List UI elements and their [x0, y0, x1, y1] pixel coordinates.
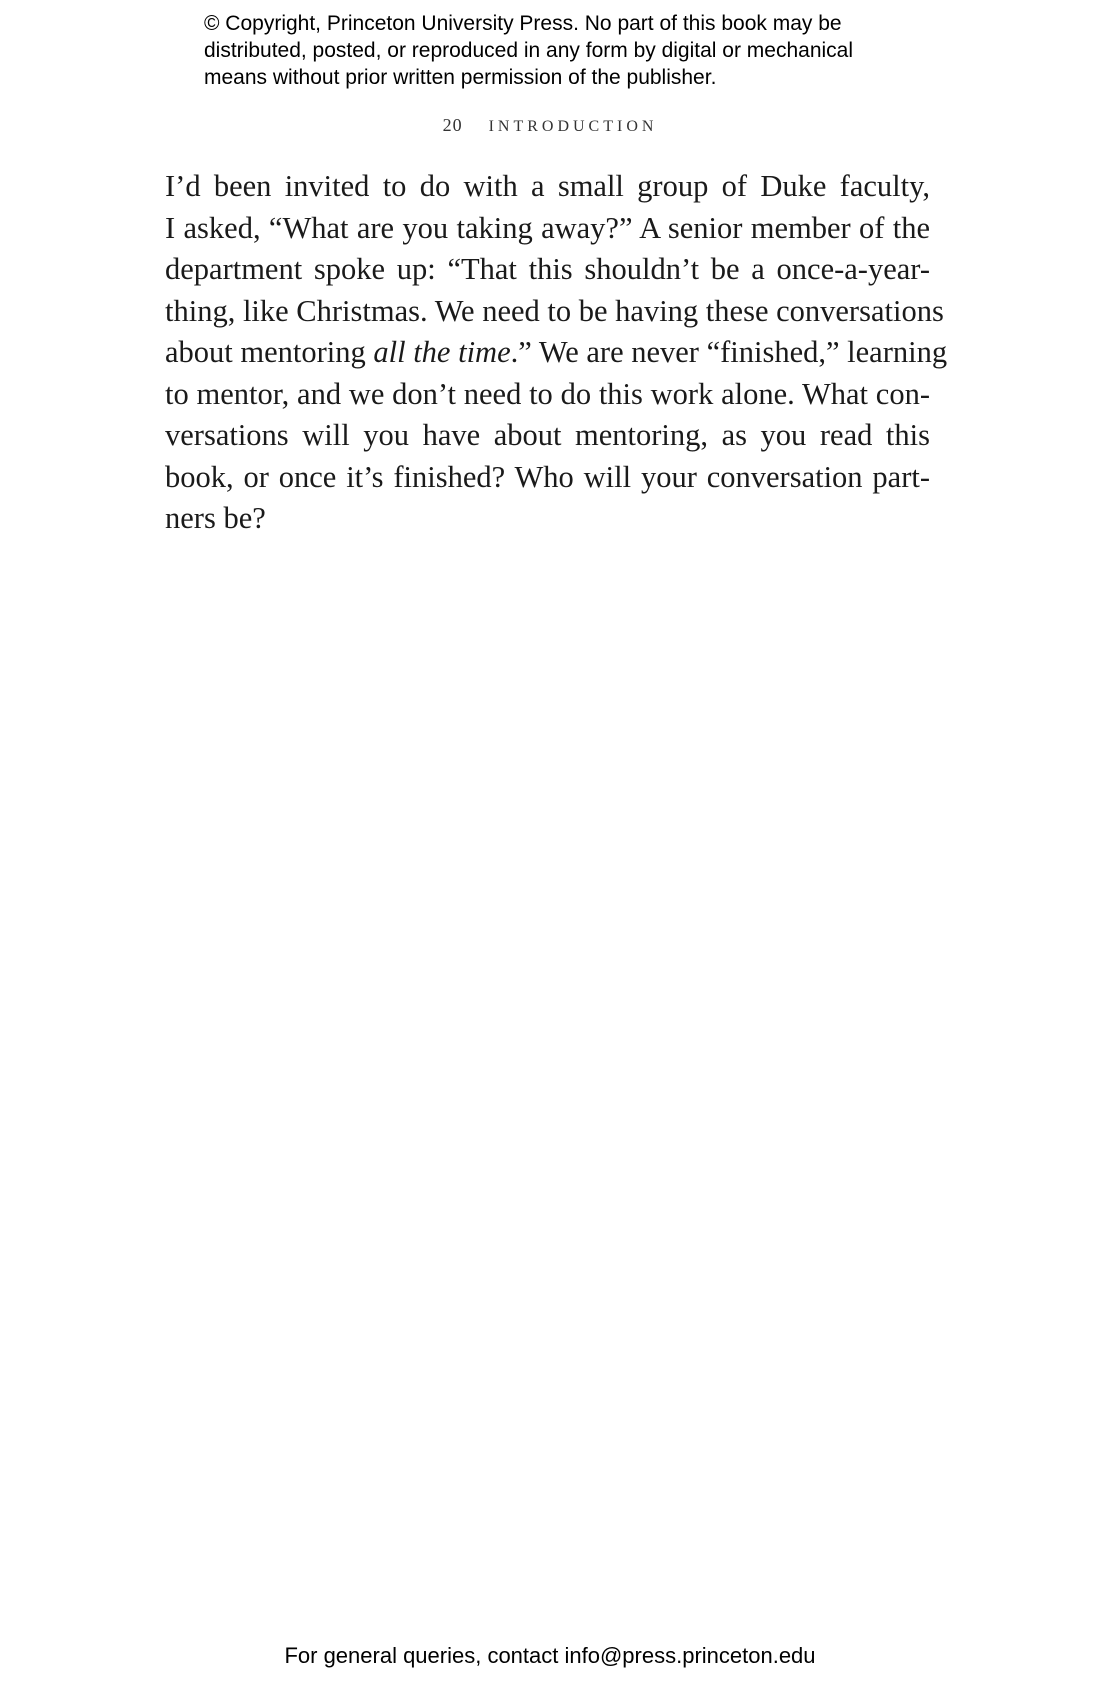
- text-line: thing, like Christmas. We need to be having these conversations: [165, 293, 944, 328]
- copyright-line: means without prior written permission of the publisher.: [204, 66, 717, 89]
- text-line: I asked, “What are you taking away?” A senior member of the: [165, 210, 930, 245]
- text-line: [165, 332, 948, 374]
- text-line: I’d been invited to do with a small group of Duke faculty,: [165, 169, 930, 203]
- text-segment: .” We are never “finished,” learning: [510, 335, 948, 369]
- emphasis-text: all the time: [373, 335, 511, 369]
- text-line: department spoke up: “That this shouldn’t be a once-a-year-: [165, 252, 930, 286]
- copyright-line: distributed, posted, or reproduced in any form by digital or mechanical: [204, 39, 854, 62]
- page-number: 20: [442, 115, 463, 135]
- text-segment: about mentoring: [165, 335, 374, 369]
- text-line: ners be?: [165, 501, 266, 535]
- running-head: [0, 115, 1100, 136]
- text-line: versations will you have about mentoring, as you read this: [165, 418, 930, 452]
- body-paragraph: [165, 166, 948, 540]
- text-line: to mentor, and we don’t need to do this work alone. What con-: [165, 376, 930, 411]
- copyright-line: © Copyright, Princeton University Press. No part of this book may be: [204, 12, 842, 35]
- footer-contact: For general queries, contact info@press.princeton.edu: [284, 1643, 816, 1668]
- chapter-title: INTRODUCTION: [488, 118, 658, 135]
- copyright-notice: [204, 10, 924, 91]
- text-line: book, or once it’s finished? Who will your conversation part-: [165, 459, 930, 494]
